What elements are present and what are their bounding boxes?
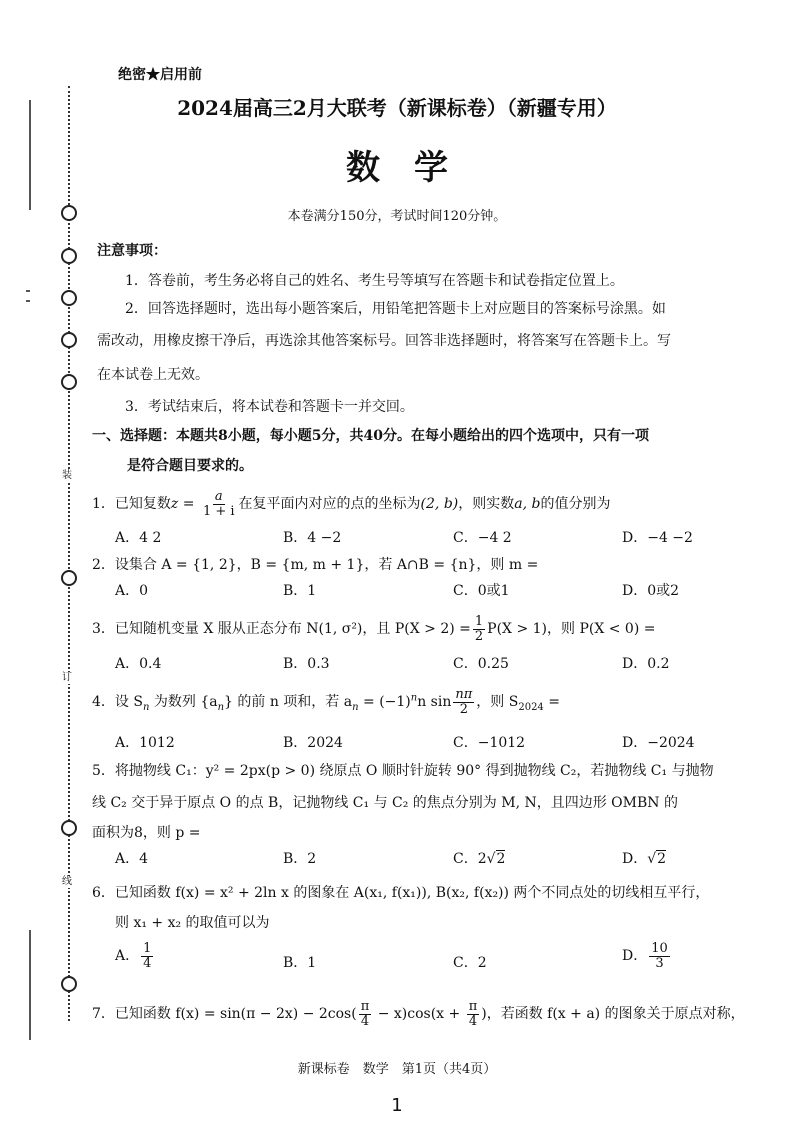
option-label: D． [622, 948, 648, 965]
page-number: 1 [391, 1095, 403, 1116]
section-heading: 一、选择题：本题共8小题，每小题5分，共40分。在每小题给出的四个选项中，只有一项 [92, 428, 649, 444]
option-b: B．2 [283, 851, 317, 867]
option-b: B．0.3 [283, 656, 330, 672]
option-d-text: D． [622, 851, 648, 867]
option-c-text: C．2 [453, 851, 487, 867]
option-b: B．2024 [283, 735, 343, 751]
fraction-denominator: 3 [655, 955, 664, 971]
option-a: A．0 [115, 583, 149, 599]
option-d: D．0.2 [622, 656, 670, 672]
question-text: − x)cos(x + [373, 1006, 465, 1023]
question-7 [92, 1000, 745, 1028]
question-text: ，则 S [476, 694, 519, 711]
binding-hole [61, 248, 77, 264]
question-text: 设集合 A = {1, 2}，B = {m, m + 1}，若 A∩B = {n}，则 m = [114, 557, 539, 573]
fraction-numerator: 1 [474, 614, 484, 629]
question-text: n sin [417, 694, 452, 711]
fraction-numerator: 10 [651, 941, 668, 956]
fraction [141, 942, 153, 970]
fraction [473, 615, 485, 643]
question-5 [92, 760, 714, 780]
question-text: 的值分别为 [540, 496, 611, 513]
fraction [201, 490, 237, 518]
option-c: C．2 [453, 955, 487, 971]
binding-hole [61, 290, 77, 306]
section-heading-cont: 是符合题目要求的。 [127, 458, 253, 474]
option-c: C．−4 2 [453, 530, 512, 546]
subject-title: 数学 [346, 148, 482, 188]
fraction [467, 1000, 480, 1028]
question-5-line-3: 面积为8，则 p = [92, 825, 201, 841]
fraction-denominator: 4 [360, 1013, 370, 1029]
question-6-line-2: 则 x₁ + x₂ 的取值可以为 [115, 915, 270, 931]
question-6 [92, 882, 709, 902]
question-number: 4． [92, 694, 115, 711]
page-footer: 新课标卷 数学 第1页（共4页） [297, 1062, 497, 1077]
option-c: C．0或1 [453, 583, 510, 599]
option-d: D．−4 −2 [622, 530, 693, 546]
question-3 [92, 615, 655, 643]
binding-hole [61, 570, 77, 586]
notice-item: 1．答卷前，考生务必将自己的姓名、考生号等填写在答题卡和试卷指定位置上。 [125, 273, 624, 289]
math-eq: = (−1) [358, 694, 411, 711]
fraction-numerator: 1 [143, 941, 152, 956]
subscript: n [142, 701, 150, 713]
question-number: 1． [92, 496, 115, 513]
notice-item: 在本试卷上无效。 [97, 367, 209, 383]
margin-tick [26, 300, 30, 302]
fraction [453, 688, 474, 716]
option-c: C．−1012 [453, 735, 526, 751]
option-a: A．1012 [115, 735, 175, 751]
option-label: A． [115, 948, 140, 965]
question-text: 已知函数 f(x) = sin(π − 2x) − 2cos( [114, 1006, 357, 1023]
question-text: 设 S [114, 694, 143, 711]
subscript: n [352, 701, 359, 713]
question-text: 已知随机变量 X 服从正态分布 N(1, σ²)，且 P(X > 2) = [114, 621, 471, 638]
question-text: 将抛物线 C₁：y² = 2px(p > 0) 绕原点 O 顺时针旋转 90° 得到抛物线 C₂，若抛物线 C₁ 与抛物 [114, 763, 714, 779]
question-number: 6． [92, 885, 115, 901]
option-b: B．4 −2 [283, 530, 342, 546]
fraction-numerator: π [468, 999, 478, 1014]
option-a: A．0.4 [115, 656, 162, 672]
fraction [649, 942, 670, 970]
option-c: C．0.25 [453, 656, 509, 672]
math-expr: a, b [514, 496, 541, 513]
fraction-denominator: 4 [468, 1013, 478, 1029]
binding-char-xian: 线 [62, 876, 72, 887]
margin-edge-line [29, 930, 31, 1040]
subscript: n [217, 701, 225, 713]
option-b: B．1 [283, 583, 317, 599]
notice-item: 2．回答选择题时，选出每小题答案后，用铅笔把答题卡上对应题目的答案标号涂黑。如 [125, 301, 666, 317]
binding-hole [61, 820, 77, 836]
sqrt-radicand: 2 [496, 851, 506, 867]
fraction [359, 1000, 372, 1028]
question-2 [92, 554, 538, 574]
math-eq: = [178, 496, 199, 513]
fraction-denominator: 2 [474, 628, 484, 644]
fraction-denominator: 4 [143, 955, 152, 971]
question-text: ，则实数 [458, 496, 515, 513]
question-5-line-2: 线 C₂ 交于异于原点 O 的点 B，记抛物线 C₁ 与 C₂ 的焦点分别为 M, N，且四边形 OMBN 的 [92, 795, 678, 811]
option-a [115, 942, 155, 970]
superscript: n [410, 692, 418, 704]
notice-item: 需改动，用橡皮擦干净后，再选涂其他答案标号。回答非选择题时，将答案写在答题卡上。写 [97, 333, 671, 349]
option-d: D．√2 [622, 851, 667, 867]
math-var: z [170, 496, 179, 513]
question-text: 在复平面内对应的点的坐标为 [238, 496, 421, 513]
binding-char-ding: 订 [62, 672, 72, 683]
fraction-denominator: 1 + i [202, 503, 235, 519]
option-d: D．−2024 [622, 735, 695, 751]
margin-tick [26, 290, 30, 292]
question-text: 已知函数 f(x) = x² + 2ln x 的图象在 A(x₁, f(x₁)), B(x₂, f(x₂)) 两个不同点处的切线相互平行， [114, 885, 710, 901]
question-text: P(X > 1)，则 P(X < 0) = [487, 621, 656, 638]
notice-heading: 注意事项： [97, 243, 167, 259]
exam-title: 2024届高三2月大联考（新课标卷）（新疆专用） [177, 96, 617, 120]
exam-info: 本卷满分150分，考试时间120分钟。 [287, 209, 507, 224]
binding-hole [61, 332, 77, 348]
secret-label: 绝密★启用前 [118, 67, 202, 83]
question-text: 为数列 {a [149, 694, 218, 711]
binding-hole [61, 374, 77, 390]
fraction-numerator: a [214, 489, 223, 504]
question-text: = [543, 694, 560, 711]
question-text: } 的前 n 项和，若 a [224, 694, 353, 711]
question-number: 5． [92, 763, 115, 779]
option-b: B．1 [283, 955, 317, 971]
fraction-numerator: π [360, 999, 370, 1014]
sqrt-radicand: 2 [657, 851, 667, 867]
option-a: A．4 2 [115, 530, 162, 546]
question-text: )，若函数 f(x + a) 的图象关于原点对称， [481, 1006, 745, 1023]
fraction-numerator: nπ [455, 687, 473, 702]
notice-item: 3．考试结束后，将本试卷和答题卡一并交回。 [125, 399, 414, 415]
question-number: 7． [92, 1006, 115, 1023]
question-number: 2． [92, 557, 115, 573]
question-1 [92, 490, 610, 518]
question-4 [92, 688, 560, 716]
question-number: 3． [92, 621, 115, 638]
option-c: C．2√2 [453, 851, 506, 867]
option-d [622, 942, 672, 970]
binding-hole [61, 976, 77, 992]
option-d: D．0或2 [622, 583, 680, 599]
option-a: A．4 [115, 851, 149, 867]
subscript: 2024 [518, 701, 544, 713]
fraction-denominator: 2 [459, 701, 468, 717]
question-text: 已知复数 [114, 496, 171, 513]
binding-char-zhuang: 装 [62, 470, 72, 481]
math-expr: (2, b) [420, 496, 459, 513]
